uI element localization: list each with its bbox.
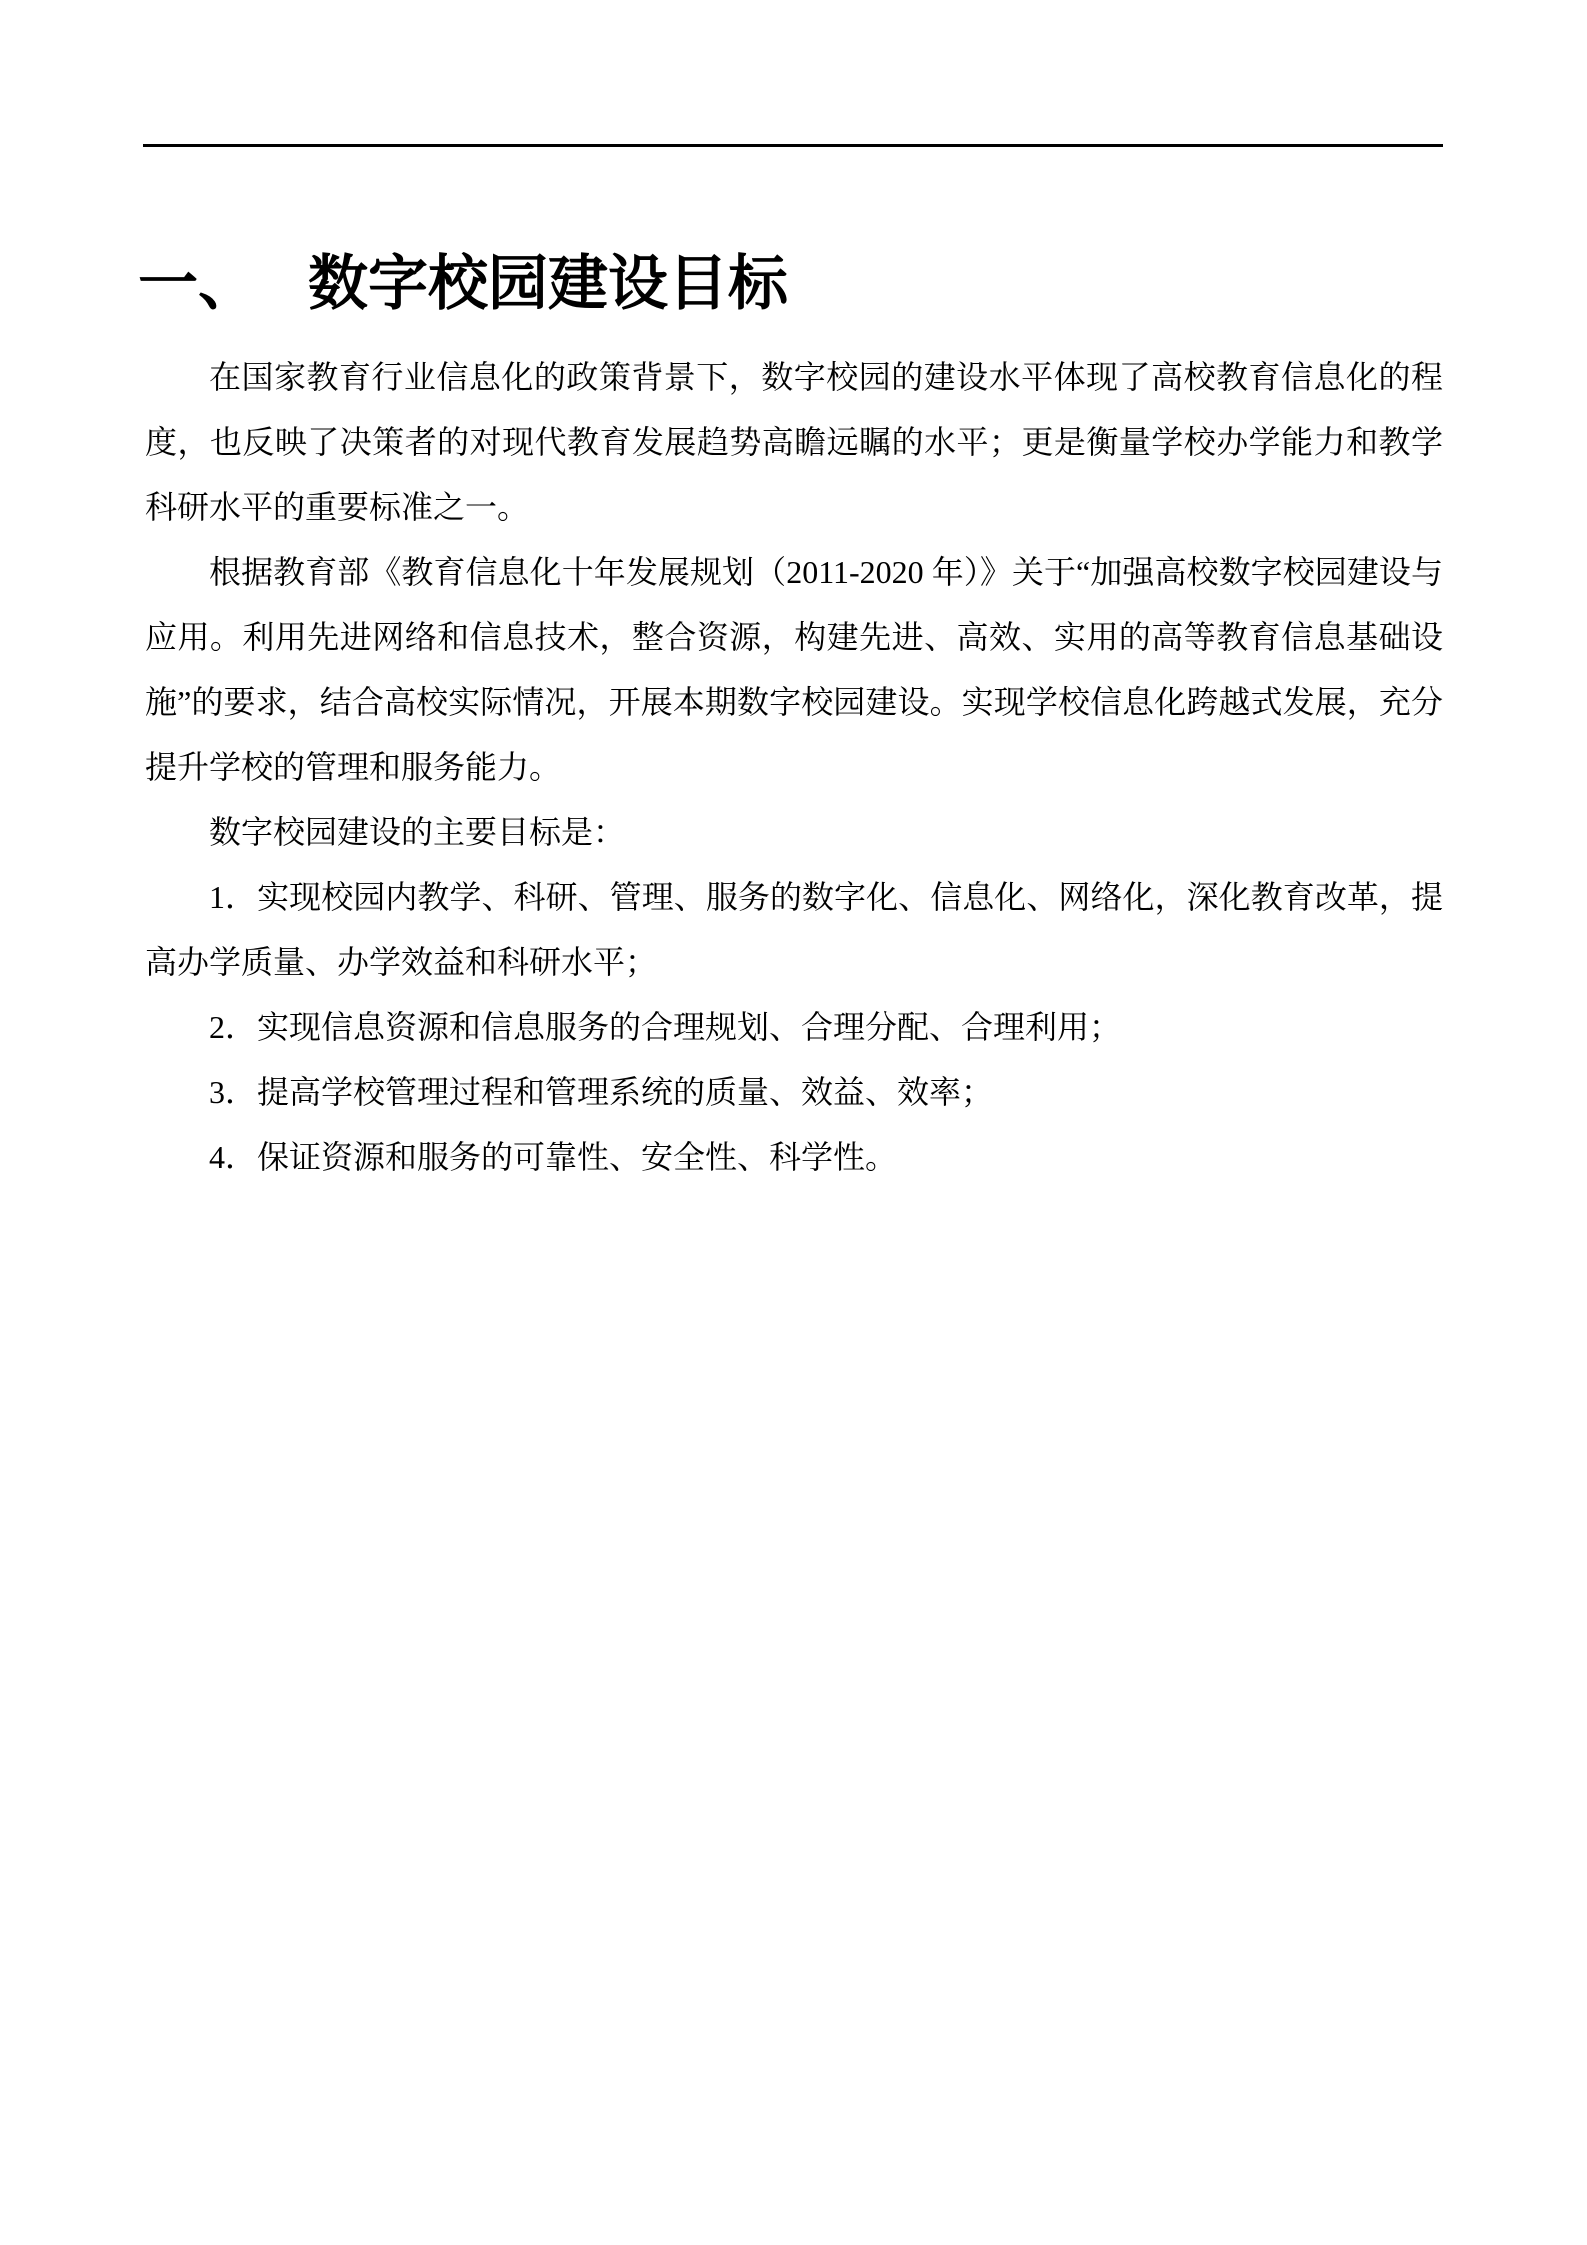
paragraph-goals-lead-in: 数字校园建设的主要目标是： xyxy=(209,814,626,850)
section-heading xyxy=(138,250,788,318)
section-heading-title: 数字校园建设目标 xyxy=(308,251,788,318)
paragraph-policy-basis: 根据教育部《教育信息化十年发展规划（2011-2020 年）》关于“加强高校数字校园建设与应用。利用先进网络和信息技术，整合资源，构建先进、高效、实用的高等教育信息基础设施”的要求，结合高校实际情况，开展本期数字校园建设。实现学校信息化跨越式发展，充分提升学校的管理和服务能力。 xyxy=(145,554,1443,785)
header-horizontal-rule xyxy=(143,144,1443,147)
list-item-goal-4: 4．保证资源和服务的可靠性、安全性、科学性。 xyxy=(209,1139,898,1175)
list-item-goal-3: 3．提高学校管理过程和管理系统的质量、效益、效率； xyxy=(209,1074,994,1110)
paragraph-intro: 在国家教育行业信息化的政策背景下，数字校园的建设水平体现了高校教育信息化的程度，也反映了决策者的对现代教育发展趋势高瞻远瞩的水平；更是衡量学校办学能力和教学科研水平的重要标准之一。 xyxy=(145,359,1443,525)
document-body xyxy=(145,345,1443,1190)
list-item-goal-1: 1．实现校园内教学、科研、管理、服务的数字化、信息化、网络化，深化教育改革，提高办学质量、办学效益和科研水平； xyxy=(145,879,1443,980)
section-heading-number: 一、 xyxy=(138,251,258,318)
list-item-goal-2: 2．实现信息资源和信息服务的合理规划、合理分配、合理利用； xyxy=(209,1009,1122,1045)
